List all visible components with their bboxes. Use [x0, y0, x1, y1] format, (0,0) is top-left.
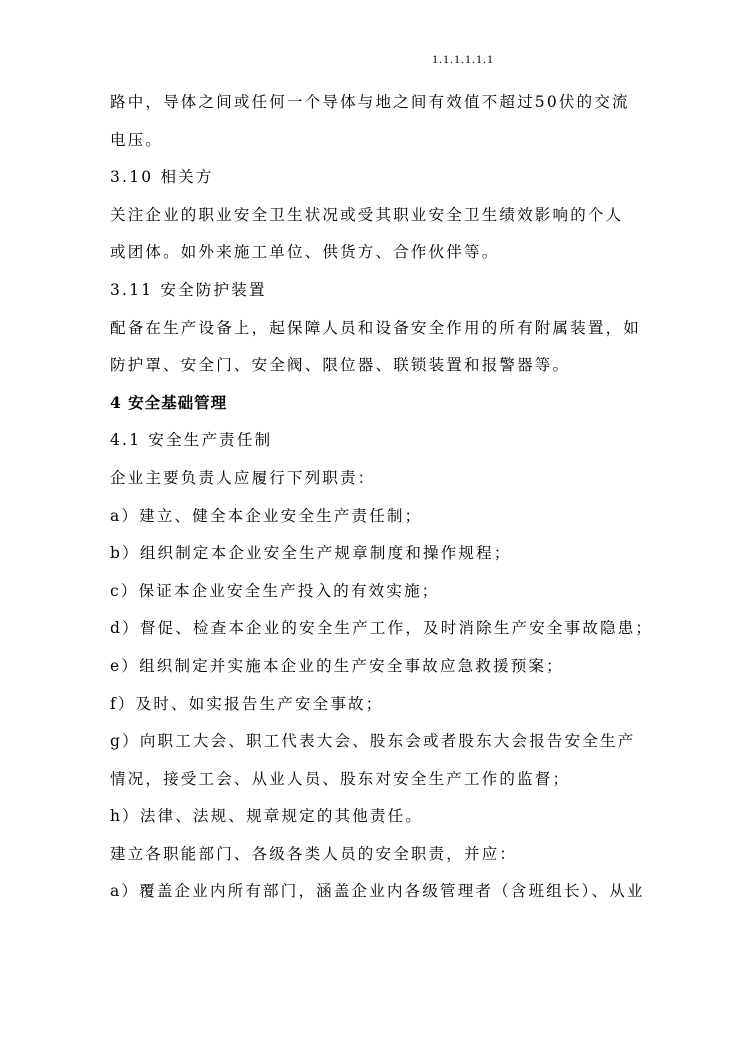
list-item-e: e）组织制定并实施本企业的生产安全事故应急救援预案；	[110, 656, 564, 675]
subsection-heading-3-10: 3.10 相关方	[110, 168, 214, 187]
body-text-line: 企业主要负责人应履行下列职责：	[110, 468, 376, 487]
section-heading-4: 4 安全基础管理	[110, 392, 228, 412]
body-text-line: 电压。	[110, 130, 164, 149]
list-item-a: a）建立、健全本企业安全生产责任制；	[110, 506, 423, 525]
list-item-c: c）保证本企业安全生产投入的有效实施；	[110, 581, 440, 600]
body-text-line: 建立各职能部门、各级各类人员的安全职责，并应：	[110, 844, 518, 863]
body-text-line: 或团体。如外来施工单位、供货方、合作伙伴等。	[110, 243, 500, 262]
list-item-g: g）向职工大会、职工代表大会、股东会或者股东大会报告安全生产	[110, 732, 636, 751]
page-header-number: 1.1.1.1.1.1	[432, 52, 494, 66]
body-text-line: 防护罩、安全门、安全阀、限位器、联锁装置和报警器等。	[110, 356, 571, 375]
body-text-line: 配备在生产设备上，起保障人员和设备安全作用的所有附属装置，如	[110, 318, 642, 337]
list-item-d: d）督促、检查本企业的安全生产工作，及时消除生产安全事故隐患；	[110, 619, 654, 638]
list-item-h: h）法律、法规、规章规定的其他责任。	[110, 807, 424, 826]
list-item-b: b）组织制定本企业安全生产规章制度和操作规程；	[110, 544, 512, 563]
body-text-line: 路中，导体之间或任何一个导体与地之间有效值不超过50伏的交流	[110, 93, 630, 111]
list-item-g-continued: 情况，接受工会、从业人员、股东对安全生产工作的监督；	[110, 769, 571, 788]
body-text-line: 关注企业的职业安全卫生状况或受其职业安全卫生绩效影响的个人	[110, 205, 624, 224]
document-body	[110, 91, 654, 918]
list-item-f: f）及时、如实报告生产安全事故；	[110, 694, 384, 713]
subsection-heading-4-1: 4.1 安全生产责任制	[110, 431, 273, 450]
subsection-heading-3-11: 3.11 安全防护装置	[110, 280, 267, 299]
list-item-a: a）覆盖企业内所有部门，涵盖企业内各级管理者（含班组长）、从业	[110, 882, 645, 901]
